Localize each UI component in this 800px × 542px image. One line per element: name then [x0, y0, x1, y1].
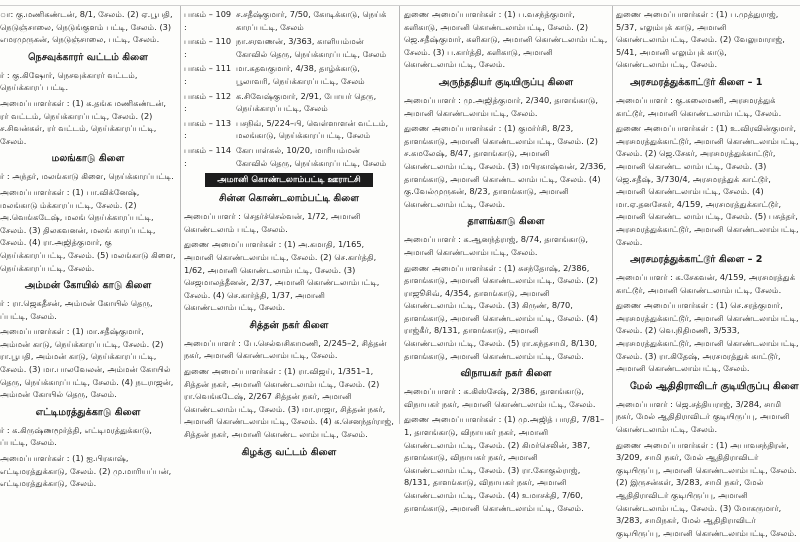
booth-number: பாகம் – 113 :: [184, 117, 232, 141]
booth-row: [184, 8, 394, 33]
text-paragraph: அமைப்பாளர் : மு.அஜித்குமார், 2/340, தாளங்காடு, அமானி கொண்டலாம்பட்டி, சேலம்.: [404, 94, 598, 118]
text-paragraph: துணை அமைப்பாளர்கள் : (1) உ.விரவின்குமார், அரசமரத்துக்காட்டூர், அமானி கொண்டலாம்பட்டி, சேலம். (2) ஜெ.சேகர், அரசமரத்துக்காட்டூர், அமானி கொண்ட லாம்பட்டி, சேலம். (3) ஜெ.சதீஷ், 3/730/4, அரசமரத்துக் காட்டூர், அமானி கொண்டலாம்பட்டி, சேலம். (4) மா.ஏ.தனசேகர், 4/159, அரசமரத்துக்காட்டூர், அமானி கொண்ட லாம்பட்டி, சேலம். (5) பசுத்தர், அரசமரத்துக்காட்டூர், அமானி கொண்டலாம்பட்டி, சேலம்.: [616, 123, 799, 247]
column-4: [616, 8, 800, 542]
text-paragraph: ா: கு.மணிகண்டன், 8/1, சேலம். (2) ஏ.பூபதி, நெடுஞ்சாலை, நெடுங்குளம் பட்டி, சேலம். (3) எமரமுருகன், நெடுஞ்சாலை, பட்டி, சேலம்.: [0, 9, 173, 45]
booth-list: [184, 8, 394, 169]
booth-row: [184, 90, 394, 115]
text-paragraph: அமைப்பாளர்கள் : (1) மா.சதீஷ்குமார், அம்மன் காடு, நெய்க்காரப்பட்டி, சேலம். (2) ரா.பூபதி, அம்மன் காடு, நெய்க்காரப்பட்டி, சேலம். (3) மா.பாலவேலன், அம்மன் கோயில் தெரு, நெய்க்காரப்பட்டி, சேலம். (4) நடராஜன், அம்மன் கோயில் தெரு, சேலம்.: [0, 326, 174, 400]
booth-number: பாகம் – 112 :: [184, 90, 232, 114]
section-heading: தாளங்காடு கிளை: [467, 216, 545, 228]
text-paragraph: துணை அமைப்பாளர்கள் : (1) அபாவசந்திரன், 3/209, சாமி நகர், மேல் ஆதிதிராவிடர் குடியிருப்பு, அமானி கொண்டலாம்பட்டி, சேலம். (2) இருசன்கள், 3/283, சாமி நகர், மேல் ஆதிதிராவிடர் குடியிருப்பு, அமானி கொண்டலாம்பட்டி, சேலம். (3) மோகருமார், 3/283, சாமிநகர், மேல் ஆதிதிராவிடர் குடியிருப்பு, அமானி கொண்டலாம்பட்டி, சேலம்.: [616, 439, 797, 538]
booth-number: பாகம் – 114 :: [184, 144, 232, 168]
text-paragraph: அமைப்பாளர் : செதர்ச்செல்வன், 1/72, அமானி கொண்டலாம் பட்டி, சேலம்.: [184, 211, 361, 234]
text-paragraph: அமைப்பாளர்கள் : (1) க.தங்க மணிகண்டன், ரர் வட்டம், நெய்க்காரப்பட்டி, சேலம். (2) ச.சிவன்கள், ரர் வட்டம், நெய்க்காரப்பட்டி, சேலம்.: [0, 97, 167, 146]
text-paragraph: அமைப்பாளர் : பே.செல்வசிகாமணி, 2/245–2, சித்தன் நகர், அமானி கொண்டலாம்பட்டி, சேலம்.: [184, 337, 387, 361]
page-header-strip: [0, 0, 800, 6]
section-heading: அரசமரத்துக்காட்டூர் கிளை – 2: [630, 254, 763, 266]
booth-agent: க.சிவேஷ்குமார், 2/91, போயர் தெரு, நெய்க்காரப்பட்டி, சேலம்: [236, 90, 377, 114]
text-paragraph: அமைப்பாளர் : ஜெ.சத்தியராஜ், 3/284, சாமி நகர், மேல் ஆதிதிராவிடர் குடியிருப்பு, அமானி கொண்டலாம்பட்டி, சேலம்.: [616, 398, 790, 435]
text-paragraph: அமைப்பாளர் : க.சேகவன், 4/159, அரசமரத்துக் காட்டூர், அமானி கொண்டலாம்பட்டி, சேலம்.: [616, 272, 796, 295]
column-divider: [399, 6, 400, 424]
text-paragraph: அமைப்பாளர் : க.கிஸ்சேஷ், 2/386, தாளங்காடு, விநாயகர் நகர், அமானி கொண்டலாம்பட்டி, சேலம்.: [404, 386, 596, 409]
text-paragraph: ர் : ரா.ஜெகதீசன், அம்மன் கோயில் தெரு, ப்பட்டி, சேலம்.: [0, 298, 153, 321]
section-heading: மேல் ஆதிதிராவிடர் குடியிருப்பு கிளை: [630, 380, 799, 392]
panchayat-banner: அமானி கொண்டலாம்பட்டி ஊராட்சி: [205, 173, 373, 187]
text-paragraph: அமைப்பாளர்கள் : (1) பா.விக்னேஷ், மலங்காடு ம்க்காரப்பட்டி, சேலம். (2) அ.வெங்கடேஷ், மலங் நெய்க்காரப்பட்டி, சேலம். (3) திலகவனன், மலங் காரப்பட்டி, சேலம். (4) ரா.அஜித்குமார், கு நெய்க்காரப்பட்டி, சேலம். (5) மலங்காடு கிளை, நெய்க்காரப்பட்டி, சேலம்.: [0, 186, 176, 273]
text-paragraph: துணை அமைப்பாளர்கள் : (1) ப.வசந்த்குமார், களிகாடு, அமானி கொண்டலாம்பட்டி, சேலம். (2) ஜெ.சதீஷ்குமார், களிகாடு, அமானி கொண்டலாம்பட்டி, சேலம். (3) ப.கார்த்தி, களிகாடு, அமானி கொண்டலாம்பட்டி, சேலம்.: [404, 9, 608, 70]
booth-row: [184, 144, 394, 169]
text-paragraph: ர் : க.கிருஷ்ணமூர்த்தி, எட்டிமரத்துக்காடு, ப்பட்டி, சேலம்.: [0, 424, 152, 448]
text-paragraph: ர் : கு.கிஷோர், நெசவுக்காரர் வட்டம், நெய்க்காரப் பட்டி.: [0, 69, 138, 93]
text-paragraph: துணை அமைப்பாளர்கள் : (1) செ.சரத்குமார், அரசமரத்துக்காட்டூர், அமானி கொண்டலாம்பட்டி, சேலம். (2) வெ.நிதிமணி, 3/533, அரசமரத்துக்காட்டூர், அமானி கொண்டலாம்பட்டி, சேலம். (3) ரா.கிதேஷ், அரசமரத்துக் காட்டூர், அமானி கொண்டலாம்பட்டி, சேலம்.: [616, 300, 799, 374]
section-heading: சித்தன் நகர் கிளை: [249, 319, 329, 331]
booth-row: [184, 35, 394, 60]
text-paragraph: ர் : அந்தர், மலங்காடு கிளை, நெய்க்காரப்பட்டி.: [0, 171, 174, 182]
booth-agent: ச.சதீஷ்குமார், 7/50, கோடிக்காடு, நெய்க் காரப்பட்டி, சேலம்: [236, 9, 387, 32]
section-heading: மலங்காடு கிளை: [51, 153, 125, 165]
section-heading: கிழக்கு வட்டம் கிளை: [241, 446, 337, 458]
section-heading: எட்டிமரத்துக்காடு கிளை: [35, 406, 141, 418]
text-paragraph: துணை அமைப்பாளர்கள் : (1) அ.கமாதி, 1/165, அமானி கொண்டலாம்பட்டி, சேலம். (2) செ.கார்த்தி, 1/62, அமானி கொண்டலாம்பட்டி, சேலம். (3) செஜமாலத்தீனன், 2/37, அமானி கொண்டலாம்பட்டி, சேலம். (4) செ.கார்த்தி, 1/37, அமானி கொண்டலாம்பட்டி, சேலம்.: [184, 239, 380, 313]
section-heading: அம்மன் கோயில் காடு கிளை: [24, 280, 152, 292]
column-2-sections: [184, 192, 394, 460]
booth-number: பாகம் – 110 :: [184, 36, 232, 59]
section-heading: அரசமரத்துக்காட்டூர் கிளை – 1: [630, 76, 763, 88]
column-1: [0, 8, 176, 493]
booth-number: பாகம் – 111 :: [184, 63, 232, 86]
booth-agent: கோபாள்கல், 10/20, மாரியம்மன் கோவில் தெரு, நெய்க்காரப்பட்டி, சேலம்: [236, 144, 387, 168]
text-paragraph: துணை அமைப்பாளர்கள் : (1) மு.அஜித் பாரதி, 7/81–1, தாளங்காடு, விநாயகர் நகர், அமானி கொண்டலாம்பட்டி, சேலம். (2) கிமர்செலின், 387, தாளங்காடு, விநாயகர் நகர், அமானி கொண்டலாம்பட்டி, சேலம். (3) ரா.கோகுல்ராஜ், 8/131, தாளங்காடு, விநாயகர் நகர், அமானி கொண்டலாம்பட்டி, சேலம். (4) உமாசக்தி, 7/60, தாளங்காடு, அமானி கொண்டலாம்பட்டி, சேலம்.: [404, 414, 605, 513]
text-paragraph: துணை அமைப்பாளர்கள் : (1) குமர்ர்சி, 8/23, தாளங்காடு, அமானி கொண்டலாம்பட்டி, சேலம். (2) ச.கமலேஷ், 8/47, தாளங்காடு, அமானி கொண்டலாம்பட்டி, சேலம். (3) மபிரகாஷ்வன், 2/336, தாளங்காடு, அமானி கொண்ட லாம்பட்டி, சேலம். (4) கு.வேல்முருகன், 8/23, தாளங்காடு, அமானி கொண்டலாம்பட்டி, சேலம்.: [404, 123, 607, 209]
booth-agent: நா.சரவணன், 3/363, காளியம்மன் கோவில் தெரு, நெய்க்காரப்பட்டி, சேலம்: [236, 36, 387, 59]
text-paragraph: துணை அமைப்பாளர்கள் : (1) ரா.விஜய், 1/351–1, சித்தன் நகர், அமானி கொண்டலாம்பட்டி, சேலம். (2) ரா.வெங்கடேஷ், 2/267 சித்தன் நகர், அமானி கொண்டலாம்பட்டி, சேலம். (3) மா.ராஜா, சித்தன் நகர், அமானி கொண்டலாம்பட்டி, சேலம். (4) க.செனந்தர்ராஜ், சித்தன் நகர், அமானி கொண்ட லாம்பட்டி, சேலம்.: [184, 366, 394, 440]
booth-row: [184, 62, 394, 87]
section-heading: சின்ன கொண்டலாம்பட்டி கிளை: [219, 193, 359, 205]
text-paragraph: துணை அமைப்பாளர்கள் : (1) ப.முத்துராஜ், 5/37, எலும்புக் காடு, அமானி கொண்டலாம்பட்டி, சேலம். (2) வேலுமாராஜ், 5/41, அமானி எலும்புக் காடு, கொண்டலாம்பட்டி, சேலம்.: [616, 9, 785, 70]
booth-number: பாகம் – 109 :: [184, 9, 232, 32]
booth-agent: மா.கதவகுமார், 4/38, தாழ்க்காடு, பூலாவரி, நெய்க்காரப்பட்டி, சேலம்: [236, 63, 365, 86]
booth-row: [184, 117, 394, 142]
column-2: [184, 8, 394, 464]
section-heading: நெசவுக்காரர் வட்டம் கிளை: [28, 51, 148, 63]
text-paragraph: அமைப்பாளர்கள் : (1) ஐ.பிரகாஷ், எட்டிமரத்துக்காடு, சேலம். (2) மு.மாரியப்பன், எட்டிமரத்துக்காடு, சேலம்.: [0, 453, 172, 489]
column-divider: [180, 6, 181, 424]
section-heading: விநாயகர் நகர் கிளை: [460, 368, 552, 380]
booth-agent: பசநிவ், 5/224–பி, வெள்ளாளன் வட்டம், மலங்காடு, நெய்க்காரப்பட்டி, சேலம்: [236, 117, 389, 141]
section-heading: அருந்ததியர் குடியிருப்பு கிளை: [438, 76, 574, 88]
column-3: [404, 8, 608, 517]
text-paragraph: அமைப்பாளர் : கு.கலைமணி, அரசமரத்துக் காட்டூர், அமானி கொண்டலாம்பட்டி, சேலம்.: [616, 94, 782, 118]
text-paragraph: துணை அமைப்பாளர்கள் : (1) சுசந்தோஷ், 2/386, தாளங்காடு, அமானி கொண்டலாம்பட்டி, சேலம். (2) ராஜூசிவ், 4/354, தாளங்காடு, அமானி கொண்டலாம்பட்டி, சேலம். (3) கிருண், 8/70, தாளங்காடு, அமானி கொண்டலாம்பட்டி, சேலம். (4) ராஜ்கீர், 8/131, தாளங்காடு, அமானி கொண்டலாம்பட்டி, சேலம். (5) ரா.கந்தசாமி, 8/130, தாளங்காடு, அமானி கொண்டலாம்பட்டி, சேலம்.: [404, 262, 598, 361]
text-paragraph: அமைப்பாளர் : க.ஆனந்த்ராஜ், 8/74, தாளங்காடு, அமானி கொண்டலாம்பட்டி, சேலம்.: [404, 234, 588, 257]
column-divider: [612, 6, 613, 424]
